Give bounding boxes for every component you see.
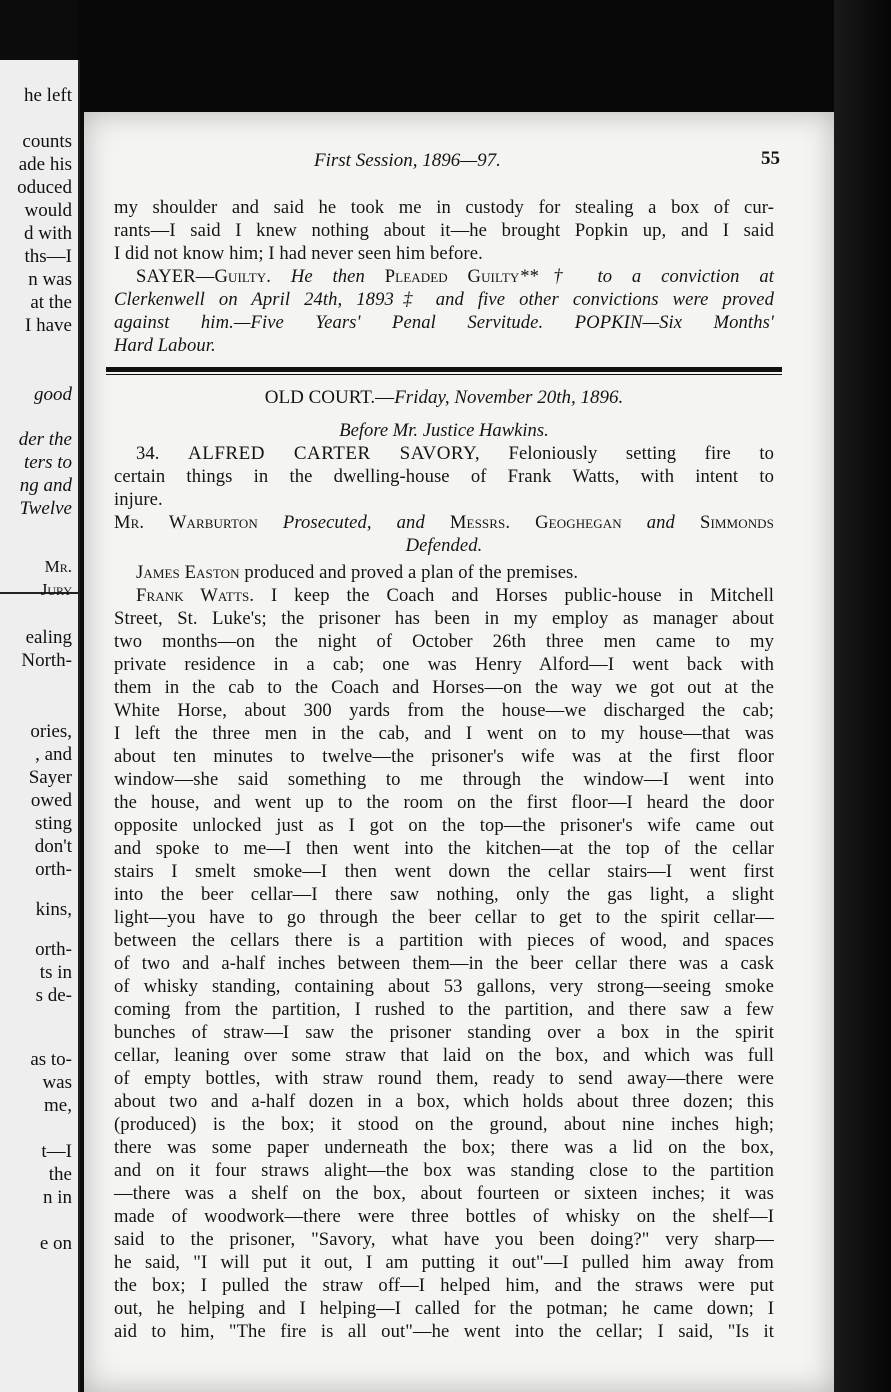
sentence: Hard Labour. (114, 335, 216, 356)
testimony-line: stairs I smelt smoke—I then went down the cellar stairs—I went first (114, 861, 774, 882)
previous-page-fragment (0, 60, 80, 1392)
witness-line (114, 584, 774, 607)
verdict-text: He then (271, 266, 385, 287)
court-date: Friday, November 20th, 1896. (394, 387, 624, 408)
sentence: against him.—Five Years' Penal Servitude. (114, 312, 544, 333)
witness-line (114, 561, 774, 584)
left-page-line: ealing (25, 627, 72, 648)
left-page-line: orth- (35, 859, 72, 880)
verdict-text: **† to a conviction at (519, 266, 774, 287)
text-line: my shoulder and said he took me in custody for stealing a box of cur- (114, 197, 774, 218)
scan-background-right (834, 0, 891, 1392)
witness-name: James Easton (136, 562, 240, 583)
verdict-line (114, 265, 774, 288)
testimony-line: light—you have to go through the beer cellar to get to the spirit cellar— (114, 907, 774, 928)
testimony-line: made of woodwork—there were three bottles of whisky on the shelf—I (114, 1206, 774, 1227)
left-page-line: oduced (17, 177, 72, 198)
body-text (114, 196, 774, 1343)
testimony-line: about two and a-half dozen in a box, which holds about three dozen; this (114, 1091, 774, 1112)
left-page-line: ade his (18, 154, 72, 175)
testimony-line: said to the prisoner, "Savory, what have you been doing?" very sharp— (114, 1229, 774, 1250)
page-number: 55 (761, 148, 780, 169)
left-page-line: ng and (19, 475, 72, 496)
left-page-line: Twelve (19, 498, 72, 519)
testimony-line: private residence in a cab; one was Henry Alford—I went back with (114, 654, 774, 675)
case-number: 34. (136, 443, 160, 464)
witness-text: produced and proved a plan of the premises. (239, 562, 579, 583)
left-page-line: Sayer (28, 767, 72, 788)
testimony-line: of whisky standing, containing about 53 gallons, very strong—seeing smoke (114, 976, 774, 997)
verdict-line: Clerkenwell on April 24th, 1893‡ and five other convictions were proved (114, 289, 774, 310)
verdict-line (114, 311, 774, 334)
running-header (114, 148, 780, 174)
left-page-line: orth- (35, 939, 72, 960)
left-page-line: North- (21, 650, 72, 671)
left-page-line: , and (35, 744, 72, 765)
section-rule-thin (106, 374, 782, 375)
left-page-line: d with (23, 223, 72, 244)
left-page-line: me, (44, 1095, 72, 1116)
left-page-line: der the (18, 429, 72, 450)
witness-text: I keep the Coach and Horses public-house in Mitchell (254, 585, 774, 606)
left-page-line: was (42, 1072, 72, 1093)
left-page-line: Jury (40, 580, 72, 599)
testimony-line: about ten minutes to twelve—the prisoner's wife was at the first floor (114, 746, 774, 767)
testimony-line: —there was a shelf on the box, about fourteen or sixteen inches; it was (114, 1183, 774, 1204)
left-page-line: would (24, 200, 72, 221)
judge-line: Before Mr. Justice Hawkins. (339, 420, 549, 441)
testimony-line: opposite unlocked just as I got on the top—the prisoner's wife came out (114, 815, 774, 836)
charge-text: certain things in the dwelling-house of Frank Watts, with intent to (114, 466, 774, 487)
left-page-line: good (34, 384, 72, 405)
testimony-line: I left the three men in the cab, and I went on to my house—that was (114, 723, 774, 744)
testimony-line: cellar, leaning over some straw that laid on the box, and which was full (114, 1045, 774, 1066)
testimony-line: bunches of straw—I saw the prisoner standing over a box in the spirit (114, 1022, 774, 1043)
counsel-role: Defended. (405, 535, 483, 556)
left-page-line: ories, (30, 721, 72, 742)
text-line: rants—I said I knew nothing about it—he brought Popkin up, and I said (114, 220, 774, 241)
left-page-line: e on (39, 1233, 72, 1254)
section-rule-thick (106, 367, 782, 372)
prosecution-counsel: Mr. Warburton (114, 512, 258, 533)
counsel-line (114, 511, 774, 534)
defence-counsel: Simmonds (700, 512, 774, 533)
testimony-line: of empty bottles, with straw round them, ready to send away—there were (114, 1068, 774, 1089)
court-name: OLD COURT.— (264, 387, 395, 408)
verdict: Guilty. (214, 266, 272, 287)
left-page-line: don't (34, 836, 72, 857)
left-page-line: ths—I (24, 246, 72, 267)
testimony-line: coming from the partition, I rushed to the partition, and there saw a few (114, 999, 774, 1020)
testimony-text (114, 607, 774, 1343)
testimony-line: Street, St. Luke's; the prisoner has been in my employ as manager about (114, 608, 774, 629)
left-page-line: ters to (23, 452, 72, 473)
text-line: I did not know him; I had never seen him before. (114, 243, 483, 264)
defendant-name: SAYER— (136, 266, 215, 287)
left-page-line: ts in (39, 962, 72, 983)
left-page-line: n was (28, 269, 72, 290)
charge-text: Feloniously setting fire to (480, 443, 774, 464)
left-page-line: owed (30, 790, 72, 811)
left-page-line: counts (22, 131, 72, 152)
court-heading (114, 385, 774, 411)
defendant-name: ALFRED CARTER SAVORY, (188, 443, 481, 464)
left-page-line: at the (30, 292, 72, 313)
plea: Pleaded Guilty (384, 266, 520, 287)
testimony-line: and spoke to me—I then went into the kitchen—at the top of the cellar (114, 838, 774, 859)
left-page-line: as to- (30, 1049, 72, 1070)
defence-counsel: Messrs. Geoghegan (449, 512, 622, 533)
testimony-line: aid to him, "The fire is all out"—he went into the cellar; I said, "Is it (114, 1321, 774, 1342)
left-page-line: t—I (41, 1141, 72, 1162)
counsel-role: and (621, 512, 701, 533)
left-page-line: he left (23, 85, 72, 106)
witness-name: Frank Watts. (136, 585, 255, 606)
testimony-line: between the cellars there is a partition with pieces of wood, and spaces (114, 930, 774, 951)
left-page-line: sting (35, 813, 72, 834)
counsel-role: Prosecuted, and (257, 512, 450, 533)
testimony-line: two months—on the night of October 26th three men came to my (114, 631, 774, 652)
left-page-line: kins, (35, 899, 72, 920)
running-title: First Session, 1896—97. (314, 150, 501, 171)
charge-text: injure. (114, 489, 163, 510)
testimony-line: the house, and went up to the room on the first floor—I heard the door (114, 792, 774, 813)
testimony-line: out, he helping and I helping—I called for the potman; he came down; I (114, 1298, 774, 1319)
case-heading (114, 442, 774, 465)
testimony-line: them in the cab to the Coach and Horses—on the way we got out at the (114, 677, 774, 698)
testimony-line: the box; I pulled the straw off—I helped him, and the straws were put (114, 1275, 774, 1296)
testimony-line: he said, "I will put it out, I am putting it out"—I pulled him away from (114, 1252, 774, 1273)
testimony-line: into the beer cellar—I there saw nothing, only the gas light, a slight (114, 884, 774, 905)
testimony-line: (produced) is the box; it stood on the ground, about nine inches high; (114, 1114, 774, 1135)
left-page-line: Mr. (44, 557, 72, 576)
left-page-line: I have (25, 315, 72, 336)
testimony-line: window—she said something to me through the window—I went into (114, 769, 774, 790)
scan-background-top (78, 0, 838, 112)
left-page-line: s de- (35, 985, 72, 1006)
testimony-line: White Horse, about 300 yards from the house—we discharged the cab; (114, 700, 774, 721)
testimony-line: there was some paper underneath the box; there was a lid on the box, (114, 1137, 774, 1158)
sentence: POPKIN—Six Months' (543, 312, 775, 333)
left-page-line: the (48, 1164, 72, 1185)
testimony-line: and on it four straws alight—the box was standing close to the partition (114, 1160, 774, 1181)
testimony-line: of two and a-half inches between them—in the beer cellar there was a cask (114, 953, 774, 974)
book-page (84, 112, 834, 1392)
left-page-line: n in (42, 1187, 72, 1208)
